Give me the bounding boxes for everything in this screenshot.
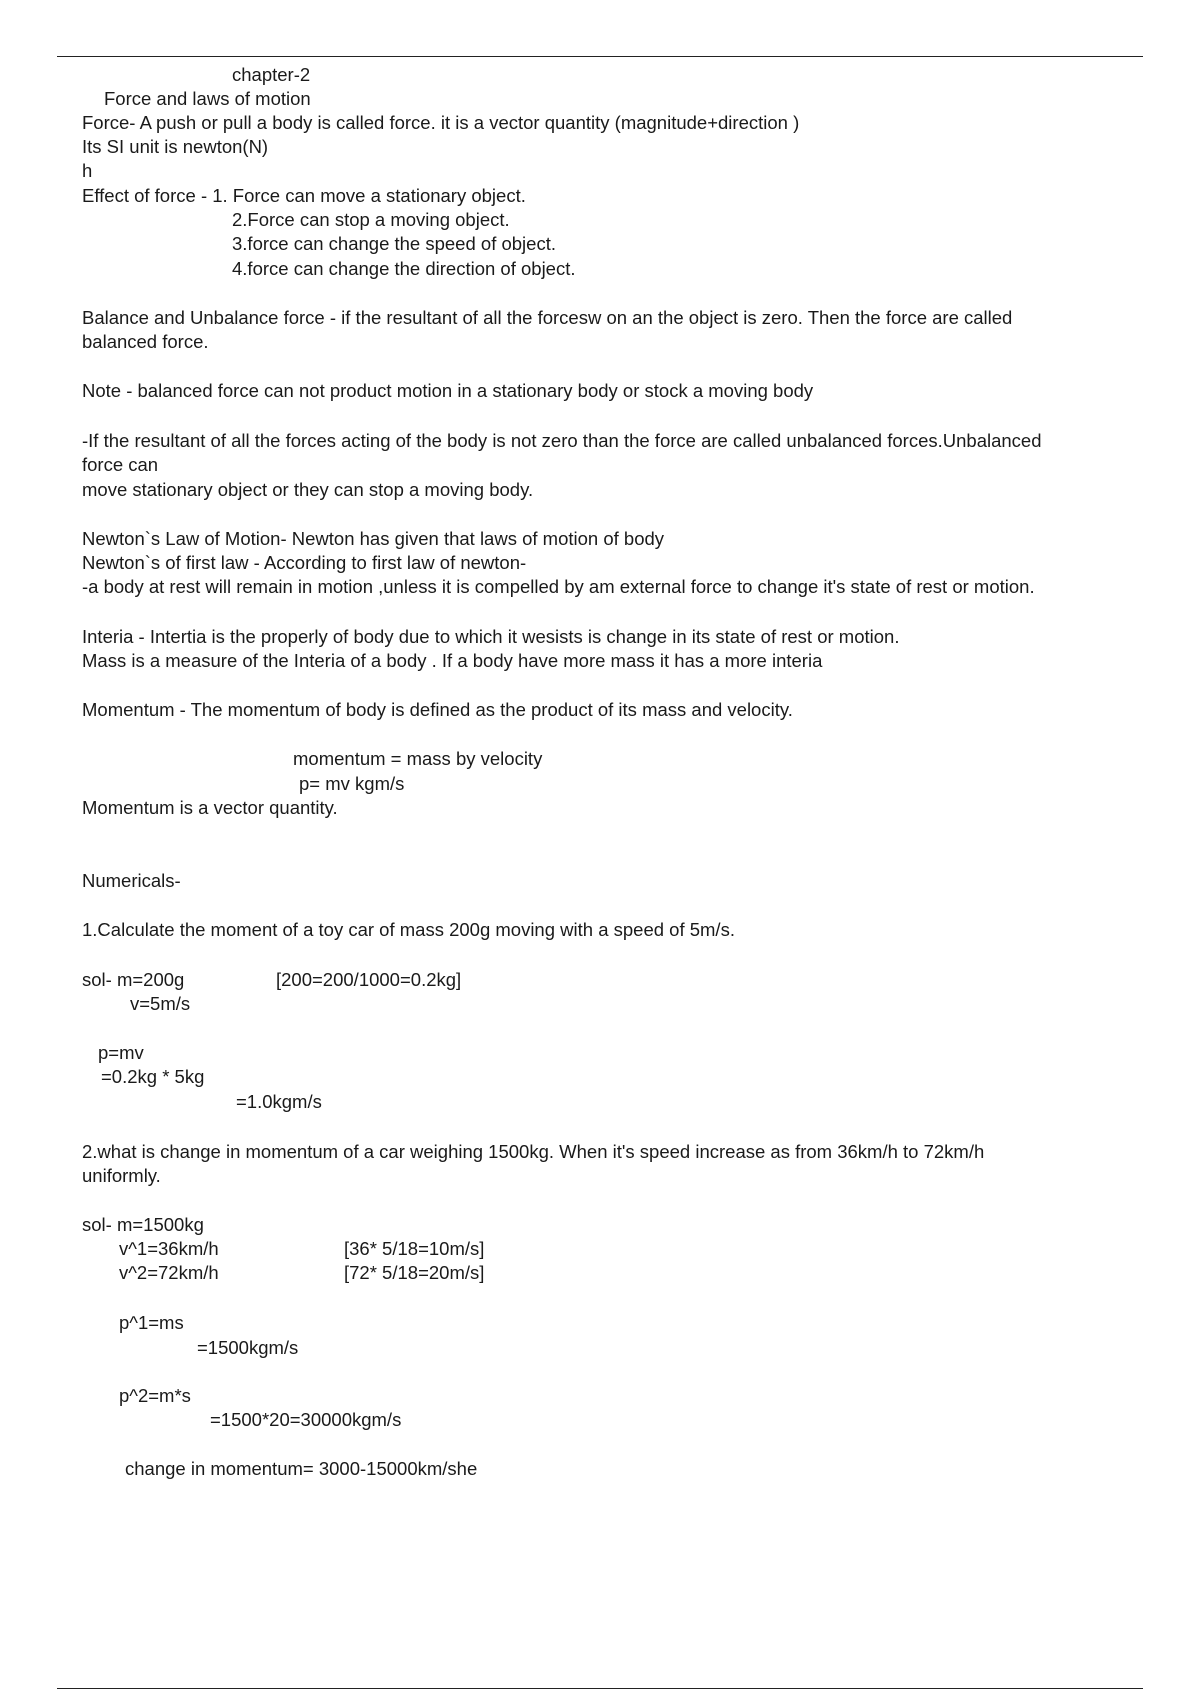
q1-solution-mass: sol- m=200g: [82, 969, 185, 990]
question-2-line-2: uniformly.: [82, 1165, 161, 1186]
newton-line-2: Newton`s of first law - According to first law of newton-: [82, 552, 527, 573]
stray-line: h: [82, 160, 93, 181]
effect-line-2: 2.Force can stop a moving object.: [232, 209, 510, 230]
newton-line-1: Newton`s Law of Motion- Newton has given that laws of motion of body: [82, 528, 665, 549]
momentum-definition: Momentum - The momentum of body is defined as the product of its mass and velocity.: [82, 699, 793, 720]
note-line: Note - balanced force can not product motion in a stationary body or stock a moving body: [82, 380, 814, 401]
momentum-equation-1: momentum = mass by velocity: [293, 748, 543, 769]
effect-line-4: 4.force can change the direction of object.: [232, 258, 576, 279]
q2-velocity-2-conversion: [72* 5/18=20m/s]: [344, 1262, 485, 1283]
q2-solution-mass: sol- m=1500kg: [82, 1214, 204, 1235]
newton-line-3: -a body at rest will remain in motion ,unless it is compelled by am external force to change it's state of rest or motion.: [82, 576, 1035, 597]
balance-line-1: Balance and Unbalance force - if the resultant of all the forcesw on an the object is zero. Then the force are called: [82, 307, 1013, 328]
numericals-heading: Numericals-: [82, 870, 181, 891]
q2-velocity-1: v^1=36km/h: [119, 1238, 219, 1259]
q2-p1-formula: p^1=ms: [119, 1312, 184, 1333]
unbalanced-line-3: move stationary object or they can stop a moving body.: [82, 479, 534, 500]
top-rule: [57, 56, 1143, 57]
balance-line-2: balanced force.: [82, 331, 209, 352]
q2-velocity-1-conversion: [36* 5/18=10m/s]: [344, 1238, 485, 1259]
chapter-label: chapter-2: [232, 64, 311, 85]
q2-p2-formula: p^2=m*s: [119, 1385, 191, 1406]
momentum-equation-2: p= mv kgm/s: [299, 773, 405, 794]
unbalanced-line-2: force can: [82, 454, 159, 475]
bottom-rule: [57, 1688, 1143, 1689]
inertia-line-2: Mass is a measure of the Interia of a body . If a body have more mass it has a more interia: [82, 650, 823, 671]
q1-formula: p=mv: [98, 1042, 144, 1063]
q1-calculation: =0.2kg * 5kg: [101, 1066, 205, 1087]
inertia-line-1: Interia - Intertia is the properly of body due to which it wesists is change in its state of rest or motion.: [82, 626, 900, 647]
q2-change-in-momentum: change in momentum= 3000-15000km/she: [125, 1458, 478, 1479]
force-definition: Force- A push or pull a body is called force. it is a vector quantity (magnitude+direction ): [82, 112, 800, 133]
unbalanced-line-1: -If the resultant of all the forces acting of the body is not zero than the force are called unbalanced forces.Unbalanced: [82, 430, 1042, 451]
question-1: 1.Calculate the moment of a toy car of mass 200g moving with a speed of 5m/s.: [82, 919, 735, 940]
chapter-title: Force and laws of motion: [104, 88, 311, 109]
momentum-vector-line: Momentum is a vector quantity.: [82, 797, 338, 818]
q2-p1-value: =1500kgm/s: [197, 1337, 299, 1358]
q2-velocity-2: v^2=72km/h: [119, 1262, 219, 1283]
q1-conversion: [200=200/1000=0.2kg]: [276, 969, 462, 990]
question-2-line-1: 2.what is change in momentum of a car weighing 1500kg. When it's speed increase as from 36km/h to 72km/h: [82, 1141, 985, 1162]
si-unit-line: Its SI unit is newton(N): [82, 136, 269, 157]
effect-line-1: Effect of force - 1. Force can move a stationary object.: [82, 185, 526, 206]
q1-answer: =1.0kgm/s: [236, 1091, 322, 1112]
effect-line-3: 3.force can change the speed of object.: [232, 233, 556, 254]
q1-velocity: v=5m/s: [130, 993, 191, 1014]
q2-p2-value: =1500*20=30000kgm/s: [210, 1409, 402, 1430]
